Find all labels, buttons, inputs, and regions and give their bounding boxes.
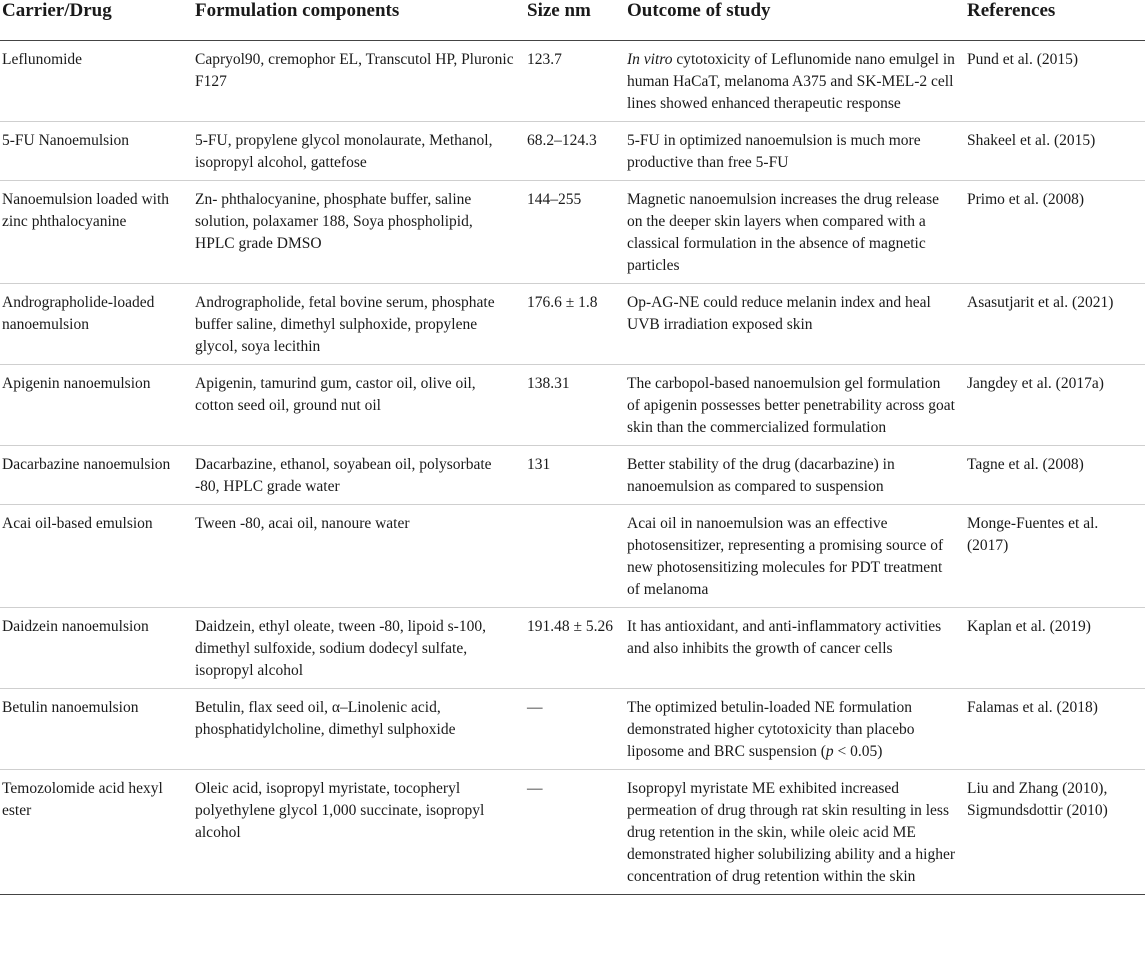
cell-components: Betulin, flax seed oil, α–Linolenic acid, phosphatidylcholine, dimethyl sulphoxide (189, 689, 521, 770)
cell-components: Zn- phthalocyanine, phosphate buffer, saline solution, polaxamer 188, Soya phospholipid, HPLC grade DMSO (189, 181, 521, 284)
cell-outcome: Better stability of the drug (dacarbazine) in nanoemulsion as compared to suspension (621, 446, 961, 505)
cell-size: 131 (521, 446, 621, 505)
header-row (0, 0, 1145, 41)
cell-carrier: Dacarbazine nanoemulsion (0, 446, 189, 505)
cell-components: Andrographolide, fetal bovine serum, phosphate buffer saline, dimethyl sulphoxide, propylene glycol, soya lecithin (189, 284, 521, 365)
table-body (0, 41, 1145, 895)
table-row (0, 505, 1145, 608)
cell-size: 144–255 (521, 181, 621, 284)
cell-outcome: It has antioxidant, and anti-inflammatory activities and also inhibits the growth of cancer cells (621, 608, 961, 689)
cell-carrier: Leflunomide (0, 41, 189, 122)
table-row (0, 284, 1145, 365)
cell-size: 138.31 (521, 365, 621, 446)
cell-size: 123.7 (521, 41, 621, 122)
cell-reference: Falamas et al. (2018) (961, 689, 1145, 770)
cell-outcome (621, 689, 961, 770)
outcome-suffix: < 0.05) (833, 743, 883, 760)
cell-reference: Kaplan et al. (2019) (961, 608, 1145, 689)
cell-size (521, 505, 621, 608)
cell-carrier: 5-FU Nanoemulsion (0, 122, 189, 181)
header-formulation-components: Formulation components (189, 0, 521, 41)
cell-carrier: Acai oil-based emulsion (0, 505, 189, 608)
cell-reference: Monge-Fuentes et al. (2017) (961, 505, 1145, 608)
header-references: References (961, 0, 1145, 41)
table-row (0, 770, 1145, 895)
cell-outcome: Isopropyl myristate ME exhibited increased permeation of drug through rat skin resulting in less drug retention in the skin, while oleic acid ME demonstrated higher solubilizing ability and a higher concentration of drug retention within the skin (621, 770, 961, 895)
cell-outcome: Magnetic nanoemulsion increases the drug release on the deeper skin layers when compared with a classical formulation in the absence of magnetic particles (621, 181, 961, 284)
header-carrier-drug: Carrier/Drug (0, 0, 189, 41)
cell-components: Apigenin, tamurind gum, castor oil, olive oil, cotton seed oil, ground nut oil (189, 365, 521, 446)
header-size: Size nm (521, 0, 621, 41)
cell-reference: Jangdey et al. (2017a) (961, 365, 1145, 446)
cell-carrier: Betulin nanoemulsion (0, 689, 189, 770)
cell-components: Daidzein, ethyl oleate, tween -80, lipoid s-100, dimethyl sulfoxide, sodium dodecyl sulfate, isopropyl alcohol (189, 608, 521, 689)
cell-reference: Tagne et al. (2008) (961, 446, 1145, 505)
cell-outcome: The carbopol-based nanoemulsion gel formulation of apigenin possesses better penetrability across goat skin than the commercialized formulation (621, 365, 961, 446)
table-row (0, 122, 1145, 181)
cell-size: — (521, 689, 621, 770)
table-row (0, 608, 1145, 689)
cell-reference: Liu and Zhang (2010), Sigmundsdottir (2010) (961, 770, 1145, 895)
outcome-italic-p: p (825, 743, 834, 760)
cell-carrier: Daidzein nanoemulsion (0, 608, 189, 689)
cell-reference: Shakeel et al. (2015) (961, 122, 1145, 181)
cell-carrier: Andrographolide-loaded nanoemulsion (0, 284, 189, 365)
header-outcome: Outcome of study (621, 0, 961, 41)
table-row (0, 41, 1145, 122)
cell-reference: Asasutjarit et al. (2021) (961, 284, 1145, 365)
cell-reference: Primo et al. (2008) (961, 181, 1145, 284)
table-row (0, 181, 1145, 284)
outcome-text: The optimized betulin-loaded NE formulation demonstrated higher cytotoxicity than placebo liposome and BRC suspension ( (627, 699, 915, 760)
cell-components: Tween -80, acai oil, nanoure water (189, 505, 521, 608)
table-row (0, 689, 1145, 770)
table-header (0, 0, 1145, 41)
cell-carrier: Nanoemulsion loaded with zinc phthalocyanine (0, 181, 189, 284)
cell-outcome: Acai oil in nanoemulsion was an effective photosensitizer, representing a promising source of new photosensitizing molecules for PDT treatment of melanoma (621, 505, 961, 608)
cell-size: 176.6 ± 1.8 (521, 284, 621, 365)
cell-carrier: Apigenin nanoemulsion (0, 365, 189, 446)
cell-size: 68.2–124.3 (521, 122, 621, 181)
cell-outcome (621, 41, 961, 122)
cell-components: 5-FU, propylene glycol monolaurate, Methanol, isopropyl alcohol, gattefose (189, 122, 521, 181)
cell-size: 191.48 ± 5.26 (521, 608, 621, 689)
cell-outcome: 5-FU in optimized nanoemulsion is much more productive than free 5-FU (621, 122, 961, 181)
table-row (0, 446, 1145, 505)
cell-components: Dacarbazine, ethanol, soyabean oil, polysorbate -80, HPLC grade water (189, 446, 521, 505)
cell-components: Capryol90, cremophor EL, Transcutol HP, Pluronic F127 (189, 41, 521, 122)
outcome-text: cytotoxicity of Leflunomide nano emulgel in human HaCaT, melanoma A375 and SK-MEL-2 cell lines showed enhanced therapeutic response (627, 51, 955, 112)
cell-reference: Pund et al. (2015) (961, 41, 1145, 122)
cell-components: Oleic acid, isopropyl myristate, tocopheryl polyethylene glycol 1,000 succinate, isopropyl alcohol (189, 770, 521, 895)
cell-size: — (521, 770, 621, 895)
cell-carrier: Temozolomide acid hexyl ester (0, 770, 189, 895)
outcome-italic-prefix: In vitro (627, 51, 673, 68)
table-row (0, 365, 1145, 446)
cell-outcome: Op-AG-NE could reduce melanin index and heal UVB irradiation exposed skin (621, 284, 961, 365)
